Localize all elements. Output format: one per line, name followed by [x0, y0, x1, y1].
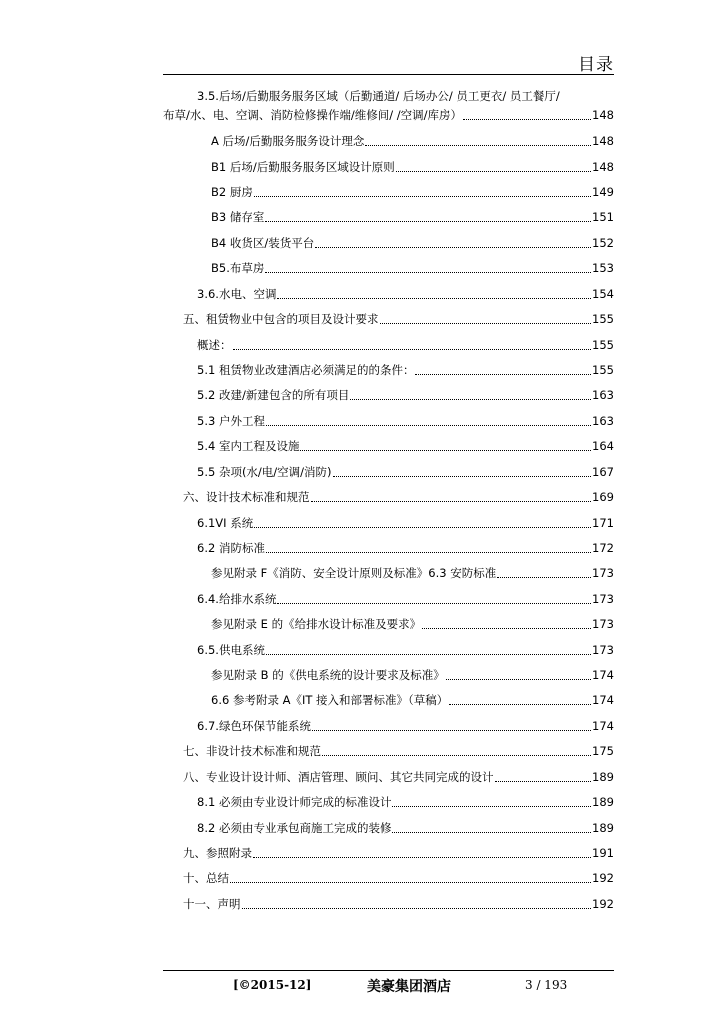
toc-label: 布草/水、电、空调、消防检修操作端/维修间/ /空调/库房） [163, 108, 463, 122]
dot-leader [277, 603, 591, 604]
toc-label: 3.6.水电、空调 [197, 287, 277, 301]
toc-label: B5.布草房 [211, 261, 265, 275]
toc-entry [197, 716, 614, 734]
toc-label: 十一、声明 [183, 897, 241, 911]
toc-label: 6.6 参考附录 A《IT 接入和部署标准》（草稿） [211, 693, 449, 707]
toc-label: 8.1 必须由专业设计师完成的标准设计 [197, 795, 392, 809]
toc-entry [197, 335, 614, 353]
toc-label: 五、租赁物业中包含的项目及设计要求 [183, 312, 379, 326]
toc-label: 八、专业设计设计师、酒店管理、顾问、其它共同完成的设计 [183, 770, 494, 784]
dot-leader [233, 349, 592, 350]
dot-leader [415, 374, 591, 375]
toc-entry [211, 207, 614, 225]
dot-leader [350, 399, 591, 400]
toc-entry [211, 157, 614, 175]
toc-page-number: 175 [592, 744, 614, 758]
toc-label: 参见附录 E 的《给排水设计标准及要求》 [211, 617, 422, 631]
toc-label: 6.2 消防标准 [197, 541, 265, 555]
toc-page-number: 189 [592, 795, 614, 809]
toc-entry [183, 309, 614, 327]
dot-leader [315, 247, 591, 248]
dot-leader [254, 196, 591, 197]
toc-page-number: 174 [592, 719, 614, 733]
toc-label: 5.5 杂项(水/电/空调/消防) [197, 465, 332, 479]
toc-label: 6.5.供电系统 [197, 643, 265, 657]
toc-page-number: 149 [592, 185, 614, 199]
toc-entry [197, 792, 614, 810]
toc-entry-3-5-line2 [163, 105, 614, 123]
toc-page-number: 173 [592, 566, 614, 580]
toc-label: 参见附录 F《消防、安全设计原则及标准》6.3 安防标准 [211, 566, 497, 580]
toc-entry [211, 614, 614, 632]
dot-leader [242, 908, 592, 909]
toc-label: B3 储存室 [211, 210, 265, 224]
toc-entry [197, 360, 614, 378]
toc-entry [183, 868, 614, 886]
toc-label: 5.3 户外工程 [197, 414, 265, 428]
dot-leader [230, 882, 591, 883]
toc-label: 七、非设计技术标准和规范 [183, 744, 321, 758]
toc-page-number: 153 [592, 261, 614, 275]
footer-company-name: 美豪集团酒店 [367, 979, 451, 995]
toc-page-number: 189 [592, 770, 614, 784]
toc-entry [211, 131, 614, 149]
toc-page-number: 174 [592, 693, 614, 707]
toc-page-number: 173 [592, 617, 614, 631]
dot-leader [463, 119, 591, 120]
toc-page-number: 174 [592, 668, 614, 682]
toc-entry [211, 690, 614, 708]
toc-page-number: 154 [592, 287, 614, 301]
toc-label: 5.4 室内工程及设施 [197, 439, 300, 453]
toc-entry [197, 589, 614, 607]
dot-leader [277, 298, 591, 299]
toc-page-number: 167 [592, 465, 614, 479]
toc-page-number: 152 [592, 236, 614, 250]
toc-label: A 后场/后勤服务服务设计理念 [211, 134, 365, 148]
footer-copyright: [©2015-12] [233, 978, 312, 992]
toc-page-number: 163 [592, 414, 614, 428]
toc-label: B4 收货区/装货平台 [211, 236, 315, 250]
toc-label: 十、总结 [183, 871, 229, 885]
toc-page-number: 169 [592, 490, 614, 504]
dot-leader [392, 832, 591, 833]
toc-label: 5.2 改建/新建包含的所有项目 [197, 388, 350, 402]
toc-entry [197, 284, 614, 302]
toc-page-number: 173 [592, 592, 614, 606]
toc-label: 九、参照附录 [183, 846, 252, 860]
toc-page-number: 155 [592, 363, 614, 377]
toc-page-number: 148 [592, 160, 614, 174]
toc-page-number: 189 [592, 821, 614, 835]
toc-entry [183, 843, 614, 861]
toc-entry [197, 385, 614, 403]
toc-entry [197, 640, 614, 658]
toc-entry-3-5-line1: 3.5.后场/后勤服务服务区域（后勤通道/ 后场办公/ 员工更衣/ 员工餐厅/ [197, 89, 560, 103]
toc-entry [183, 741, 614, 759]
dot-leader [396, 171, 591, 172]
dot-leader [254, 527, 591, 528]
dot-leader [322, 755, 591, 756]
toc-page-number: 171 [592, 516, 614, 530]
toc-page-number: 192 [592, 871, 614, 885]
toc-page-number: 192 [592, 897, 614, 911]
dot-leader [266, 654, 591, 655]
dot-leader [422, 628, 591, 629]
header-rule [163, 74, 614, 75]
toc-entry [211, 233, 614, 251]
toc-page-number: 173 [592, 643, 614, 657]
dot-leader [392, 806, 591, 807]
toc-entry [183, 767, 614, 785]
toc-label: 6.7.绿色环保节能系统 [197, 719, 311, 733]
toc-entry [183, 487, 614, 505]
toc-page-number: 151 [592, 210, 614, 224]
toc-label: B1 后场/后勤服务服务区域设计原则 [211, 160, 395, 174]
toc-page-number: 172 [592, 541, 614, 555]
dot-leader [380, 323, 592, 324]
toc-entry [197, 462, 614, 480]
toc-label: B2 厨房 [211, 185, 253, 199]
toc-label: 8.2 必须由专业承包商施工完成的装修 [197, 821, 392, 835]
toc-entry [197, 513, 614, 531]
toc-entry [197, 411, 614, 429]
toc-page-number: 155 [592, 338, 614, 352]
toc-label: 六、设计技术标准和规范 [183, 490, 310, 504]
toc-page-number: 191 [592, 846, 614, 860]
dot-leader [312, 730, 591, 731]
toc-label: 概述： [197, 338, 232, 352]
toc-page-number: 155 [592, 312, 614, 326]
footer-rule [163, 970, 614, 971]
dot-leader [266, 552, 591, 553]
dot-leader [265, 272, 591, 273]
dot-leader [495, 781, 592, 782]
toc-entry [197, 538, 614, 556]
dot-leader [253, 857, 591, 858]
dot-leader [365, 145, 591, 146]
dot-leader [265, 221, 591, 222]
page-header-title: 目录 [578, 55, 614, 75]
dot-leader [311, 501, 592, 502]
toc-page-number: 148 [592, 108, 614, 122]
toc-label: 参见附录 B 的《供电系统的设计要求及标准》 [211, 668, 445, 682]
dot-leader [333, 476, 592, 477]
dot-leader [300, 450, 591, 451]
toc-entry [211, 563, 614, 581]
toc-entry [211, 258, 614, 276]
toc-entry [197, 818, 614, 836]
toc-entry [211, 665, 614, 683]
toc-entry [183, 894, 614, 912]
dot-leader [266, 425, 591, 426]
toc-label: 6.4.给排水系统 [197, 592, 277, 606]
toc-entry [197, 436, 614, 454]
dot-leader [497, 577, 591, 578]
dot-leader [449, 704, 591, 705]
toc-label: 5.1 租赁物业改建酒店必须满足的的条件： [197, 363, 415, 377]
toc-entry [211, 182, 614, 200]
dot-leader [446, 679, 591, 680]
toc-page-number: 164 [592, 439, 614, 453]
footer-page-number: 3 / 193 [525, 978, 568, 992]
toc-page-number: 163 [592, 388, 614, 402]
toc-label: 6.1VI 系统 [197, 516, 254, 530]
toc-page-number: 148 [592, 134, 614, 148]
